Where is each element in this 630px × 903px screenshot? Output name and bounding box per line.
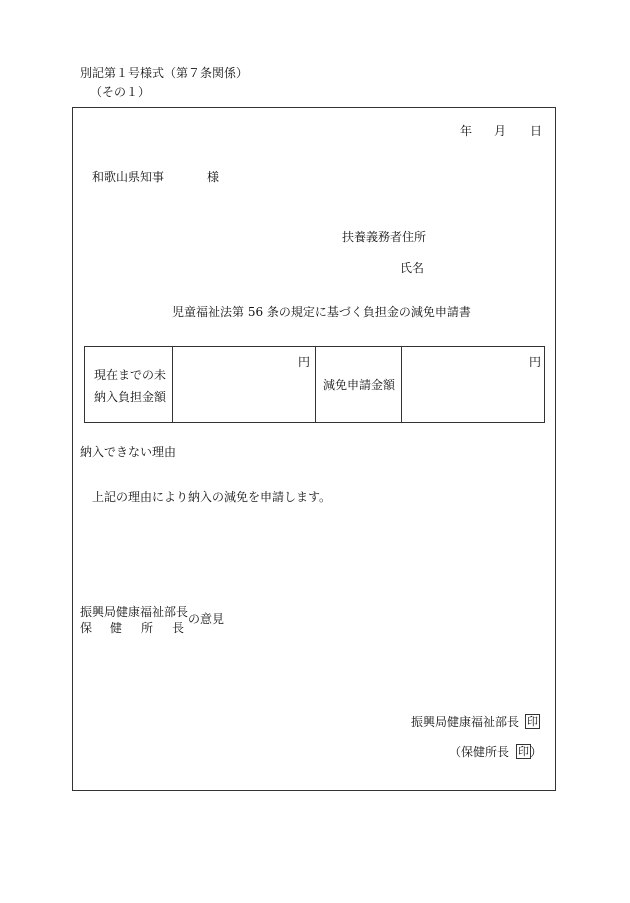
applicant-name-label: 氏名 [400,261,425,275]
director-signature-label: 振興局健康福祉部長 [411,715,520,729]
form-number: 別記第１号様式（第７条関係） [80,66,249,80]
reduction-amount-label: 減免申請金額 [323,378,396,392]
opinion-hc-char: 保 [80,621,93,635]
table-divider [401,347,402,422]
opinion-director-label: 振興局健康福祉部長 [80,605,189,619]
unpaid-amount-unit: 円 [298,355,311,369]
opinion-suffix: の意見 [188,612,225,626]
opinion-hc-char: 長 [172,621,185,635]
unpaid-amount-label-line2: 納入負担金額 [94,390,167,404]
reduction-amount-unit: 円 [529,355,542,369]
opinion-hc-char: 健 [110,621,123,635]
document-title: 児童福祉法第 56 条の規定に基づく負担金の減免申請書 [172,305,471,319]
reason-heading: 納入できない理由 [80,445,177,459]
director-seal: 印 [527,715,538,728]
day-label: 日 [530,124,543,138]
fee-table [84,346,545,423]
applicant-address-label: 扶養義務者住所 [342,230,427,244]
hc-signature-label: （保健所長 [449,745,510,759]
form-sub-number: （その１） [90,85,151,99]
hc-seal: 印 [518,745,529,758]
application-statement: 上記の理由により納入の減免を申請します。 [92,490,332,504]
table-divider [315,347,316,422]
opinion-hc-char: 所 [141,621,154,635]
unpaid-amount-label-line1: 現在までの未 [94,368,167,382]
hc-signature-close: ） [530,745,543,759]
addressee-honorific: 様 [207,170,220,184]
addressee-name: 和歌山県知事 [92,170,165,184]
table-divider [172,347,173,422]
month-label: 月 [494,124,507,138]
year-label: 年 [460,124,473,138]
